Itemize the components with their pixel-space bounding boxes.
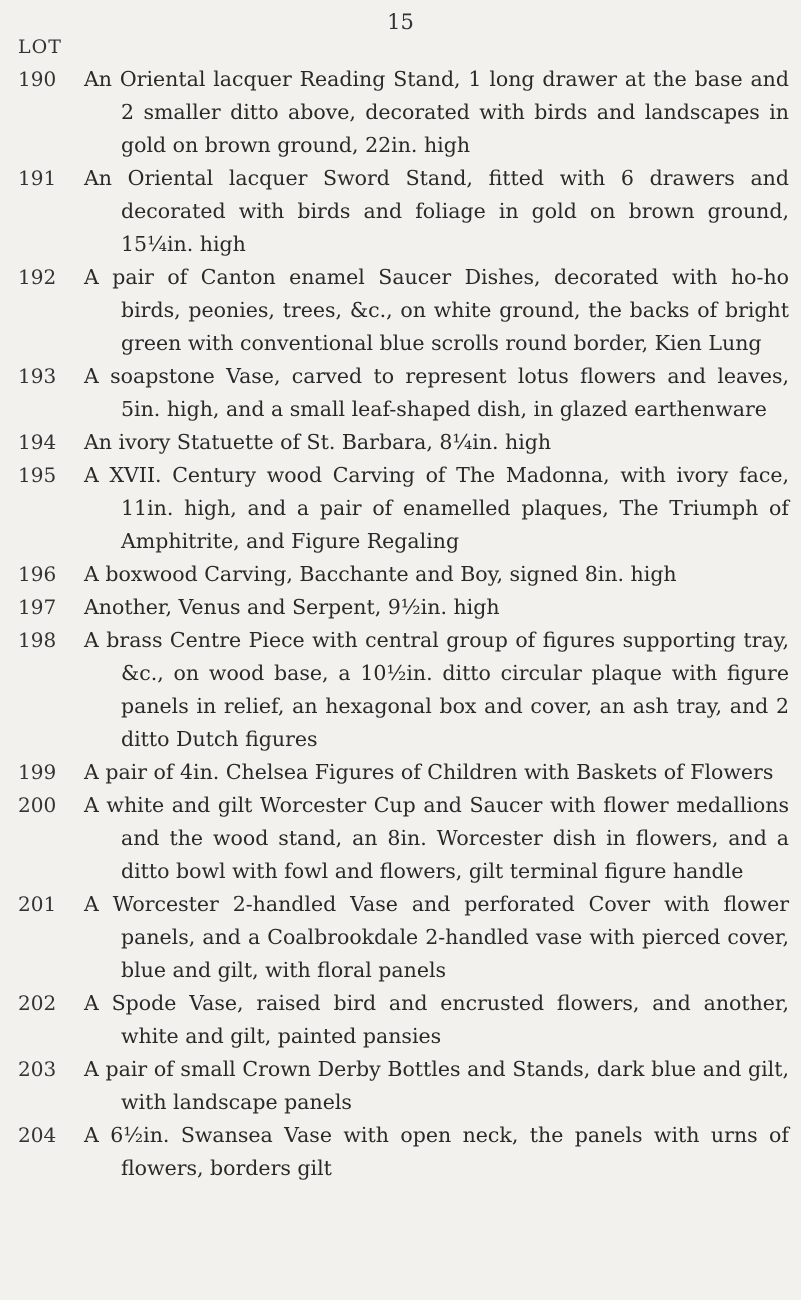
lot-entry [0, 261, 801, 360]
lot-entry [0, 624, 801, 756]
lot-entry [0, 888, 801, 987]
lot-entry [0, 789, 801, 888]
lot-number: 198 [18, 628, 57, 652]
lot-number: 199 [18, 760, 57, 784]
lot-description: An ivory Statuette of St. Barbara, 8¼in. high [84, 430, 552, 454]
lot-number: 197 [18, 595, 57, 619]
lot-description: A boxwood Carving, Bacchante and Boy, signed 8in. high [84, 562, 677, 586]
lot-description: A pair of small Crown Derby Bottles and Stands, dark blue and gilt, with landscape panels [84, 1057, 789, 1114]
lot-description: A pair of 4in. Chelsea Figures of Children with Baskets of Flowers [84, 760, 774, 784]
lot-number: 193 [18, 364, 57, 388]
lot-number: 192 [18, 265, 57, 289]
lot-number: 200 [18, 793, 57, 817]
lot-description: A pair of Canton enamel Saucer Dishes, decorated with ho-ho birds, peonies, trees, &c., on white ground, the backs of bright green with conventional blue scrolls round border, Kien Lung [84, 265, 789, 355]
lot-entry [0, 426, 801, 459]
lot-number: 194 [18, 430, 57, 454]
lot-entry [0, 162, 801, 261]
page-number: 15 [387, 10, 414, 34]
lot-number: 201 [18, 892, 57, 916]
lot-number: 190 [18, 67, 57, 91]
lot-description: A 6½in. Swansea Vase with open neck, the panels with urns of flowers, borders gilt [84, 1123, 789, 1180]
lot-number: 203 [18, 1057, 57, 1081]
lot-description: A XVII. Century wood Carving of The Madonna, with ivory face, 11in. high, and a pair of enamelled plaques, The Triumph of Amphitrite, and Figure Regaling [84, 463, 789, 553]
lot-entry [0, 360, 801, 426]
lot-number: 191 [18, 166, 57, 190]
lot-entry [0, 459, 801, 558]
lot-entry [0, 1053, 801, 1119]
lot-description: A soapstone Vase, carved to represent lotus flowers and leaves, 5in. high, and a small leaf-shaped dish, in glazed earthenware [84, 364, 789, 421]
lot-number: 202 [18, 991, 57, 1015]
lot-list [0, 63, 801, 1185]
lot-column-header: LOT [18, 36, 62, 58]
lot-description: A brass Centre Piece with central group of figures supporting tray, &c., on wood base, a 10½in. ditto circular plaque with figure panels in relief, an hexagonal box and cover, an ash tray, and 2 ditto Dutch figures [84, 628, 789, 751]
lot-description: A Spode Vase, raised bird and encrusted flowers, and another, white and gilt, painted pansies [84, 991, 789, 1048]
lot-description: An Oriental lacquer Reading Stand, 1 long drawer at the base and 2 smaller ditto above, decorated with birds and landscapes in gold on brown ground, 22in. high [84, 67, 789, 157]
lot-entry [0, 756, 801, 789]
lot-entry [0, 1119, 801, 1185]
lot-entry [0, 987, 801, 1053]
lot-description: Another, Venus and Serpent, 9½in. high [84, 595, 500, 619]
lot-entry [0, 558, 801, 591]
lot-entry [0, 591, 801, 624]
lot-description: A white and gilt Worcester Cup and Saucer with flower medallions and the wood stand, an 8in. Worcester dish in flowers, and a ditto bowl with fowl and flowers, gilt terminal figure handle [84, 793, 789, 883]
lot-description: A Worcester 2-handled Vase and perforated Cover with flower panels, and a Coalbrookdale 2-handled vase with pierced cover, blue and gilt, with floral panels [84, 892, 789, 982]
lot-entry [0, 63, 801, 162]
lot-number: 196 [18, 562, 57, 586]
lot-number: 204 [18, 1123, 57, 1147]
lot-description: An Oriental lacquer Sword Stand, fitted with 6 drawers and decorated with birds and foliage in gold on brown ground, 15¼in. high [84, 166, 789, 256]
lot-number: 195 [18, 463, 57, 487]
